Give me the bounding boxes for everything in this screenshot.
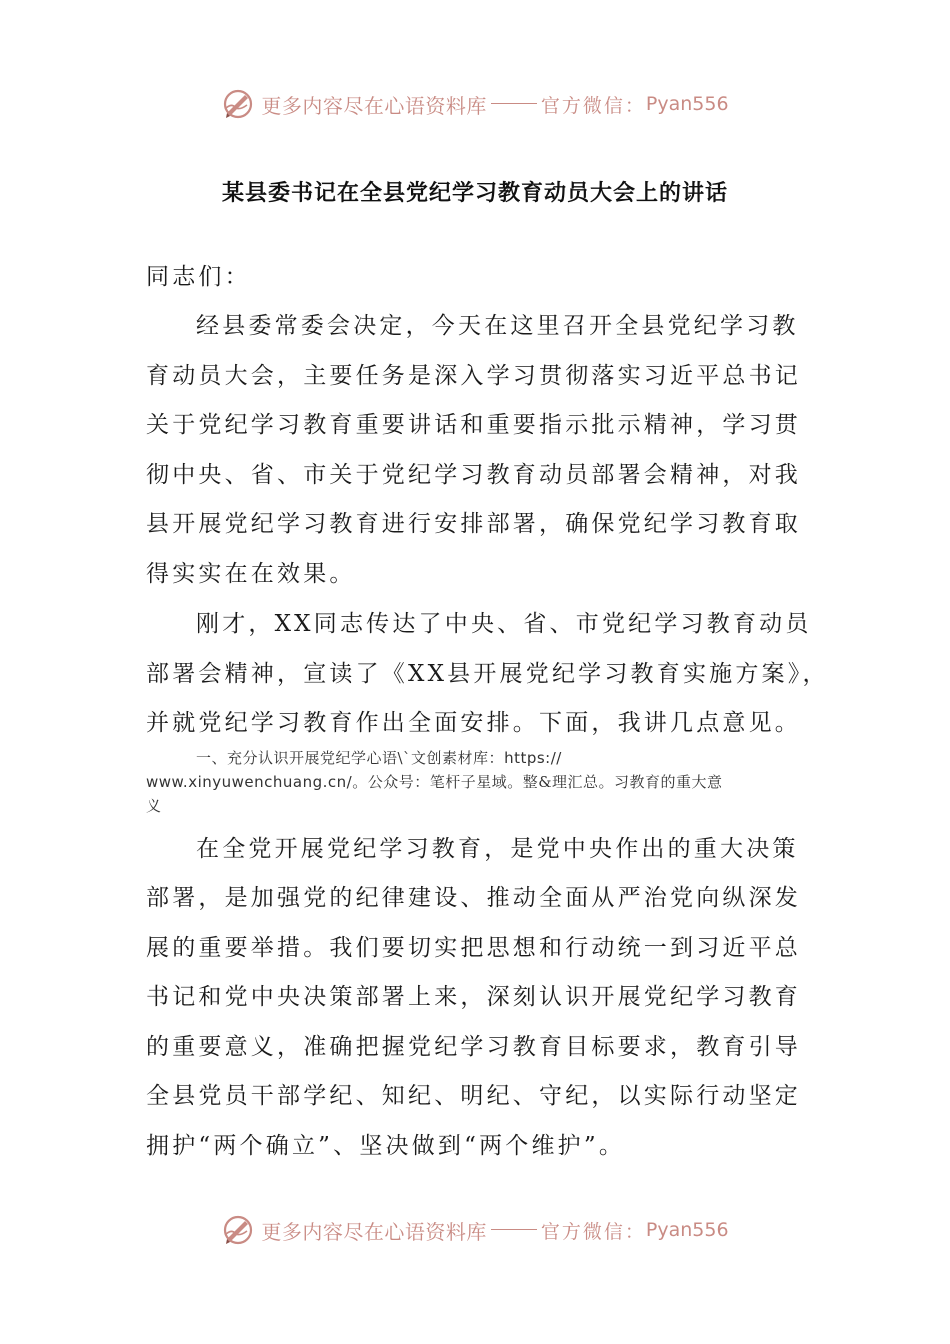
banner-dash — [491, 1229, 537, 1230]
banner-sub-text: 官方微信： — [540, 94, 646, 117]
banner-wechat-id: Pyan556 — [645, 1219, 729, 1241]
paragraph-2-line-2: 部署会精神，宣读了《XX县开展党纪学习教育实施方案》， — [146, 661, 829, 687]
paragraph-3-line-3: 展的重要举措。我们要切实把思想和行动统一到习近平总 — [146, 935, 801, 961]
heading-url-b: www.xinyuwenchuang.cn/ — [146, 773, 353, 791]
heading-text-b: 。公众号：笔杆子星域。整&理汇总。习教育的重大意 — [352, 773, 723, 791]
paragraph-3-line-7: 拥护“两个确立”、坚决做到“两个维护”。 — [146, 1133, 626, 1159]
banner-main-text: 更多内容尽在心语资料库 — [261, 1219, 487, 1244]
banner-dash — [491, 103, 537, 104]
paragraph-3-line-4: 书记和党中央决策部署上来，深刻认识开展党纪学习教育 — [146, 984, 801, 1010]
paragraph-1-line-5: 县开展党纪学习教育进行安排部署，确保党纪学习教育取 — [146, 511, 801, 537]
paragraph-1-line-3: 关于党纪学习教育重要讲话和重要指示批示精神，学习贯 — [146, 412, 801, 438]
section-heading-line-1 — [196, 747, 562, 768]
paragraph-1-line-2: 育动员大会，主要任务是深入学习贯彻落实习近平总书记 — [146, 363, 801, 389]
section-heading-line-2 — [146, 771, 723, 792]
paragraph-2-line-3: 并就党纪学习教育作出全面安排。下面，我讲几点意见。 — [146, 710, 801, 736]
footer-banner — [0, 1208, 950, 1252]
banner-wechat-id: Pyan556 — [645, 93, 729, 115]
pen-signature-icon — [221, 87, 255, 121]
document-title: 某县委书记在全县党纪学习教育动员大会上的讲话 — [221, 180, 728, 206]
paragraph-1-line-4: 彻中央、省、市关于党纪学习教育动员部署会精神，对我 — [146, 462, 801, 488]
paragraph-1-line-6: 得实实在在效果。 — [146, 561, 356, 587]
paragraph-2-line-1: 刚才，XX同志传达了中央、省、市党纪学习教育动员 — [196, 611, 812, 637]
heading-url-a: https:// — [504, 749, 562, 767]
banner-sub-text: 官方微信： — [540, 1220, 646, 1243]
paragraph-1-line-1: 经县委常委会决定，今天在这里召开全县党纪学习教 — [196, 313, 799, 339]
paragraph-3-line-6: 全县党员干部学纪、知纪、明纪、守纪，以实际行动坚定 — [146, 1083, 801, 1109]
paragraph-3-line-5: 的重要意义，准确把握党纪学习教育目标要求，教育引导 — [146, 1034, 801, 1060]
paragraph-3-line-2: 部署，是加强党的纪律建设、推动全面从严治党向纵深发 — [146, 885, 801, 911]
section-heading-line-3: 义 — [146, 797, 162, 815]
header-banner — [0, 82, 950, 126]
pen-signature-icon — [221, 1213, 255, 1247]
paragraph-3-line-1: 在全党开展党纪学习教育，是党中央作出的重大决策 — [196, 836, 799, 862]
heading-text-a: 一、充分认识开展党纪学心语\`文创素材库： — [196, 749, 505, 767]
banner-main-text: 更多内容尽在心语资料库 — [261, 93, 487, 118]
salutation: 同志们： — [146, 264, 251, 290]
